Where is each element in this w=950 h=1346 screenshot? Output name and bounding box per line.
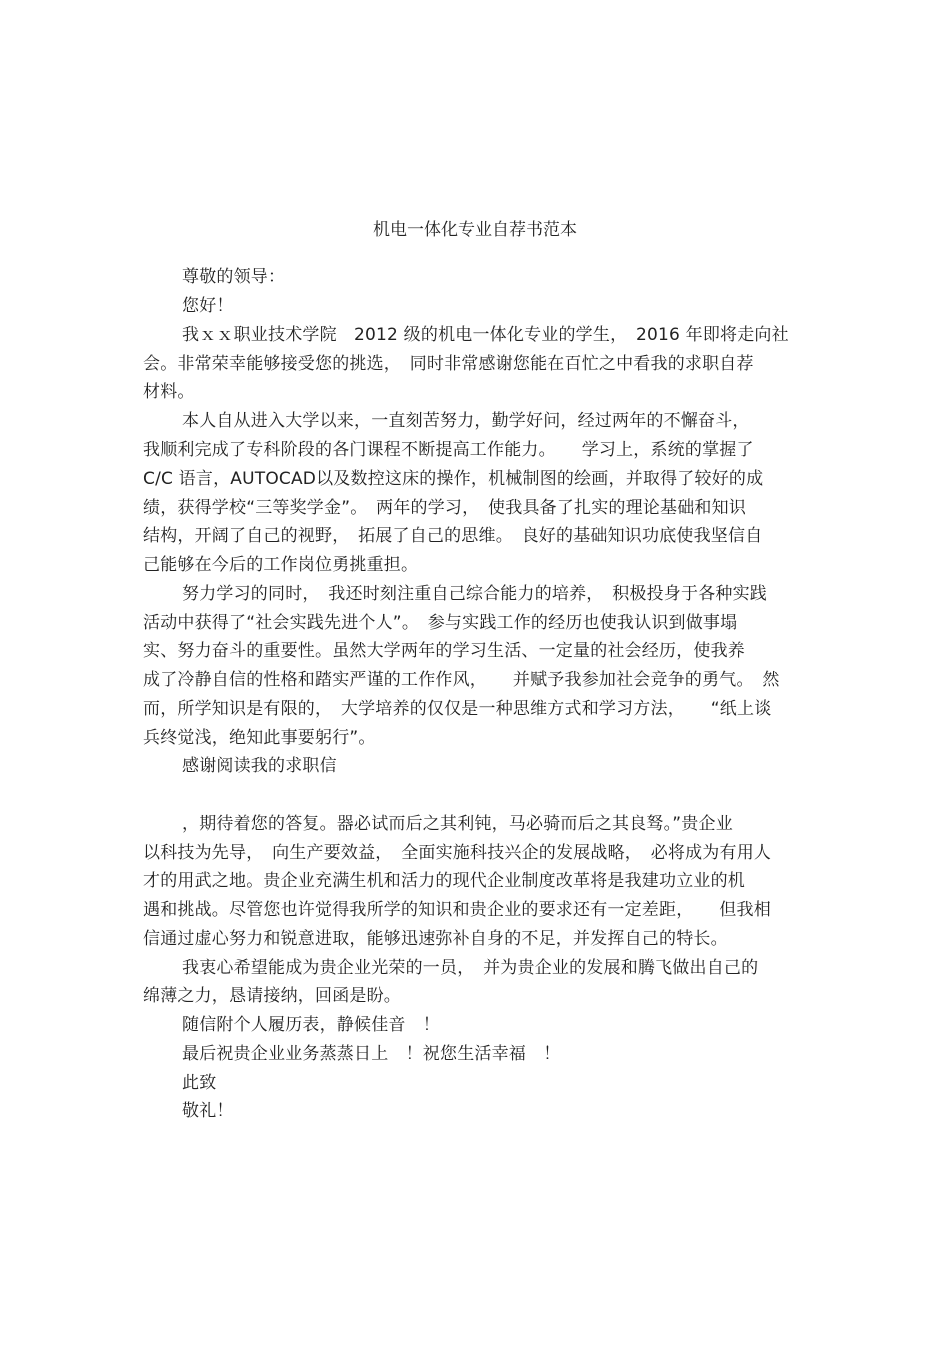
paragraph-line: 绵薄之力，恳请接纳，回函是盼。 bbox=[143, 986, 401, 1006]
paragraph-line: 成了冷静自信的性格和踏实严谨的工作作风， 并赋予我参加社会竞争的勇气。 然 bbox=[143, 670, 780, 690]
paragraph-line: 兵终觉浅，绝知此事要躬行”。 bbox=[143, 728, 376, 748]
paragraph-line: 以科技为先导， 向生产要效益， 全面实施科技兴企的发展战略， 必将成为有用人 bbox=[143, 843, 772, 863]
paragraph-line: 才的用武之地。贵企业充满生机和活力的现代企业制度改革将是我建功立业的机 bbox=[143, 871, 745, 891]
paragraph-line: 而，所学知识是有限的， 大学培养的仅仅是一种思维方式和学习方法， “纸上谈 bbox=[143, 699, 772, 719]
paragraph-line: C/C 语言，AUTOCAD以及数控这床的操作，机械制图的绘画，并取得了较好的成 bbox=[143, 469, 764, 489]
paragraph-line: 己能够在今后的工作岗位勇挑重担。 bbox=[143, 555, 419, 575]
paragraph-line: 实、努力奋斗的重要性。虽然大学两年的学习生活、一定量的社会经历，使我养 bbox=[143, 641, 745, 661]
paragraph-line: 会。非常荣幸能够接受您的挑选， 同时非常感谢您能在百忙之中看我的求职自荐 bbox=[143, 354, 754, 374]
closing-line: 最后祝贵企业业务蒸蒸日上 ！祝您生活幸福 ！ bbox=[182, 1044, 561, 1064]
paragraph-line: 绩，获得学校“三等奖学金”。 两年的学习， 使我具备了扎实的理论基础和知识 bbox=[143, 498, 747, 518]
paragraph-line: 感谢阅读我的求职信 bbox=[182, 756, 337, 776]
closing-phrase: 此致 bbox=[182, 1073, 217, 1093]
closing-line: 随信附个人履历表，静候佳音 ！ bbox=[182, 1015, 440, 1035]
paragraph-line: 我顺利完成了专科阶段的各门课程不断提高工作能力。 学习上，系统的掌握了 bbox=[143, 440, 754, 460]
closing-salute: 敬礼！ bbox=[182, 1101, 234, 1121]
greeting: 您好！ bbox=[182, 296, 234, 316]
paragraph-line: ，期待着您的答复。器必试而后之其利钝，马必骑而后之其良驽。”贵企业 bbox=[182, 814, 733, 834]
paragraph-line: 我衷心希望能成为贵企业光荣的一员， 并为贵企业的发展和腾飞做出自己的 bbox=[182, 958, 759, 978]
paragraph-line: 信通过虚心努力和锐意进取，能够迅速弥补自身的不足，并发挥自己的特长。 bbox=[143, 929, 728, 949]
paragraph-line: 材料。 bbox=[143, 382, 195, 402]
paragraph-line: 结构，开阔了自己的视野， 拓展了自己的思维。 良好的基础知识功底使我坚信自 bbox=[143, 526, 763, 546]
paragraph-line: 遇和挑战。尽管您也许觉得我所学的知识和贵企业的要求还有一定差距， 但我相 bbox=[143, 900, 771, 920]
paragraph-line: 努力学习的同时， 我还时刻注重自己综合能力的培养， 积极投身于各种实践 bbox=[182, 584, 767, 604]
salutation: 尊敬的领导： bbox=[182, 267, 286, 287]
paragraph-line: 本人自从进入大学以来，一直刻苦努力，勤学好问，经过两年的不懈奋斗， bbox=[182, 411, 750, 431]
paragraph-line: 活动中获得了“社会实践先进个人”。 参与实践工作的经历也使我认识到做事塌 bbox=[143, 613, 738, 633]
document-title: 机电一体化专业自荐书范本 bbox=[373, 220, 577, 240]
paragraph-line: 我ｘｘ职业技术学院 2012 级的机电一体化专业的学生， 2016 年即将走向社 bbox=[182, 325, 789, 345]
